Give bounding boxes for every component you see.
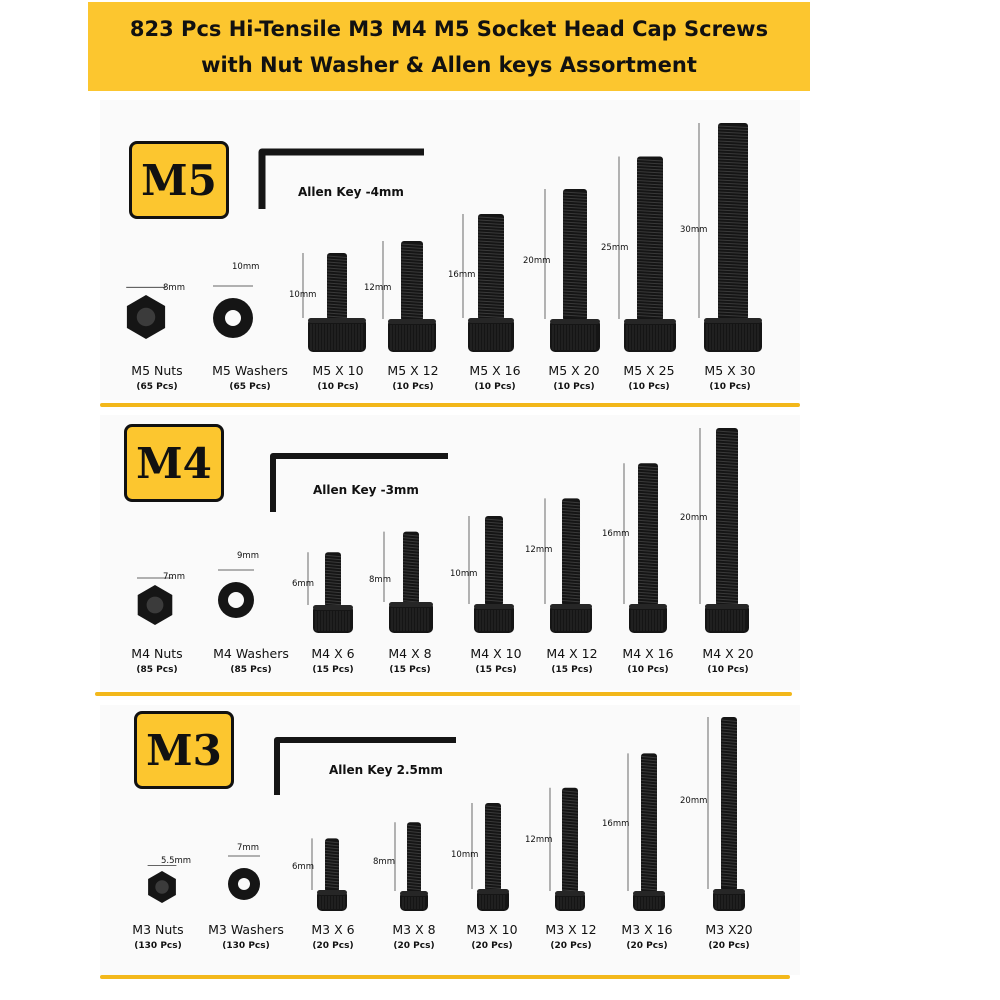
item-count: (20 Pcs) <box>471 941 513 951</box>
item-count: (85 Pcs) <box>230 665 272 675</box>
item-name: M4 X 10 <box>470 646 522 661</box>
head-chamfer <box>713 889 745 894</box>
head-chamfer <box>474 604 514 609</box>
socket-cap-screw-icon <box>303 253 366 352</box>
socket-cap-screw-icon <box>463 214 514 352</box>
head-chamfer <box>313 605 353 610</box>
socket-cap-screw-icon <box>312 838 347 911</box>
socket-cap-screw-icon <box>384 532 433 633</box>
item-name: M5 X 20 <box>548 363 600 378</box>
screw-dimension-m5x30: 30mm <box>680 225 708 235</box>
item-m5-nuts <box>112 363 202 392</box>
washer-hole <box>238 878 250 890</box>
nut-dimension-m3: 5.5mm <box>161 856 192 866</box>
socket-cap-screw-icon <box>628 753 665 911</box>
head-chamfer <box>633 891 665 896</box>
nut-hole <box>137 308 155 326</box>
allen-key-label-m3: Allen Key 2.5mm <box>329 763 443 777</box>
item-m3x16 <box>602 922 692 951</box>
item-name: M3 Nuts <box>132 922 184 937</box>
item-m3x8 <box>369 922 459 951</box>
item-name: M3 X 8 <box>392 922 436 937</box>
item-m4x8 <box>365 646 455 675</box>
screw-dimension-m5x16: 16mm <box>448 270 476 280</box>
screw-shaft <box>718 123 748 320</box>
item-count: (15 Pcs) <box>312 665 354 675</box>
item-name: M3 X 16 <box>621 922 673 937</box>
nut-hole <box>155 880 168 893</box>
head-chamfer <box>317 890 347 895</box>
title-line-1: 823 Pcs Hi-Tensile M3 M4 M5 Socket Head Cap Screws <box>129 16 769 41</box>
item-name: M5 Nuts <box>131 363 183 378</box>
socket-cap-screw-icon <box>383 241 436 352</box>
screw-dimension-m3x20: 20mm <box>680 796 708 806</box>
item-m3-nuts <box>113 922 203 951</box>
screw-dimension-m3x8: 8mm <box>373 857 395 867</box>
screw-dimension-m5x12: 12mm <box>364 283 392 293</box>
item-name: M4 X 20 <box>702 646 754 661</box>
item-m4-nuts <box>112 646 202 675</box>
item-name: M3 X 10 <box>466 922 518 937</box>
size-badge-m3: M3 <box>134 711 234 789</box>
item-count: (10 Pcs) <box>317 382 359 392</box>
head-chamfer <box>555 891 585 896</box>
head-chamfer <box>400 891 428 896</box>
item-name: M5 X 30 <box>704 363 756 378</box>
allen-key-icon-m5 <box>262 152 424 209</box>
head-chamfer <box>629 604 667 609</box>
item-m5x12 <box>368 363 458 392</box>
head-chamfer <box>308 318 366 323</box>
item-count: (20 Pcs) <box>626 941 668 951</box>
item-m5-washers <box>205 363 295 392</box>
item-name: M5 X 12 <box>387 363 439 378</box>
item-count: (10 Pcs) <box>392 382 434 392</box>
washer-hole <box>228 592 244 608</box>
head-chamfer <box>704 318 762 323</box>
washer-dimension-m3: 7mm <box>237 843 259 853</box>
head-chamfer <box>388 319 436 324</box>
item-count: (130 Pcs) <box>134 941 182 951</box>
screw-dimension-m5x25: 25mm <box>601 243 629 253</box>
item-name: M3 Washers <box>208 922 284 937</box>
screw-dimension-m4x6: 6mm <box>292 579 314 589</box>
item-count: (85 Pcs) <box>136 665 178 675</box>
screw-dimension-m3x12: 12mm <box>525 835 553 845</box>
item-name: M5 Washers <box>212 363 288 378</box>
socket-cap-screw-icon <box>708 717 745 911</box>
socket-cap-screw-icon <box>700 428 749 633</box>
item-count: (15 Pcs) <box>551 665 593 675</box>
screw-dimension-m5x20: 20mm <box>523 256 551 266</box>
item-count: (20 Pcs) <box>708 941 750 951</box>
item-count: (10 Pcs) <box>709 382 751 392</box>
item-name: M4 X 12 <box>546 646 598 661</box>
item-m3x10 <box>447 922 537 951</box>
item-name: M4 X 16 <box>622 646 674 661</box>
item-m5x30 <box>685 363 775 392</box>
nut-hole <box>147 597 164 614</box>
size-badge-m4: M4 <box>124 424 224 502</box>
item-count: (10 Pcs) <box>474 382 516 392</box>
item-m3-washers <box>201 922 291 951</box>
screw-dimension-m4x12: 12mm <box>525 545 553 555</box>
item-m4x16 <box>603 646 693 675</box>
item-name: M4 Washers <box>213 646 289 661</box>
item-m3x20 <box>684 922 774 951</box>
allen-key-label-m4: Allen Key -3mm <box>313 483 419 497</box>
item-m3x6 <box>288 922 378 951</box>
socket-cap-screw-icon <box>545 498 592 633</box>
item-count: (20 Pcs) <box>550 941 592 951</box>
item-count: (15 Pcs) <box>389 665 431 675</box>
item-name: M5 X 25 <box>623 363 675 378</box>
screw-dimension-m4x10: 10mm <box>450 569 478 579</box>
screw-dimension-m5x10: 10mm <box>289 290 317 300</box>
nut-dimension-m5: 8mm <box>163 283 185 293</box>
item-name: M4 X 6 <box>311 646 355 661</box>
item-m5x25 <box>604 363 694 392</box>
item-name: M4 X 8 <box>388 646 432 661</box>
screw-dimension-m4x8: 8mm <box>369 575 391 585</box>
screw-dimension-m4x20: 20mm <box>680 513 708 523</box>
socket-cap-screw-icon <box>550 788 585 911</box>
item-count: (65 Pcs) <box>136 382 178 392</box>
socket-cap-screw-icon <box>308 552 353 633</box>
item-name: M4 Nuts <box>131 646 183 661</box>
item-m5x16 <box>450 363 540 392</box>
washer-dimension-m5: 10mm <box>232 262 260 272</box>
head-chamfer <box>389 602 433 607</box>
head-chamfer <box>624 319 676 324</box>
head-chamfer <box>550 604 592 609</box>
socket-cap-screw-icon <box>545 189 600 352</box>
allen-key-label-m5: Allen Key -4mm <box>298 185 404 199</box>
head-chamfer <box>468 318 514 323</box>
screw-dimension-m3x10: 10mm <box>451 850 479 860</box>
head-chamfer <box>550 319 600 324</box>
socket-cap-screw-icon <box>699 123 762 352</box>
head-chamfer <box>477 889 509 894</box>
item-count: (65 Pcs) <box>229 382 271 392</box>
item-name: M5 X 10 <box>312 363 364 378</box>
item-count: (10 Pcs) <box>627 665 669 675</box>
screw-dimension-m3x6: 6mm <box>292 862 314 872</box>
item-name: M5 X 16 <box>469 363 521 378</box>
head-chamfer <box>705 604 749 609</box>
socket-cap-screw-icon <box>619 157 676 353</box>
nut-dimension-m4: 7mm <box>163 572 185 582</box>
item-count: (20 Pcs) <box>393 941 435 951</box>
size-badge-m5: M5 <box>129 141 229 219</box>
screw-dimension-m3x16: 16mm <box>602 819 630 829</box>
socket-cap-screw-icon <box>624 463 667 633</box>
item-count: (10 Pcs) <box>707 665 749 675</box>
washer-hole <box>225 310 241 326</box>
item-name: M3 X 6 <box>311 922 355 937</box>
item-count: (20 Pcs) <box>312 941 354 951</box>
item-name: M3 X 12 <box>545 922 597 937</box>
item-count: (10 Pcs) <box>553 382 595 392</box>
item-count: (15 Pcs) <box>475 665 517 675</box>
socket-cap-screw-icon <box>395 822 428 911</box>
item-count: (130 Pcs) <box>222 941 270 951</box>
item-name: M3 X20 <box>705 922 753 937</box>
washer-dimension-m4: 9mm <box>237 551 259 561</box>
screw-dimension-m4x16: 16mm <box>602 529 630 539</box>
title-line-2: with Nut Washer & Allen keys Assortment <box>201 52 697 77</box>
item-m4-washers <box>206 646 296 675</box>
item-m4x20 <box>683 646 773 675</box>
item-count: (10 Pcs) <box>628 382 670 392</box>
